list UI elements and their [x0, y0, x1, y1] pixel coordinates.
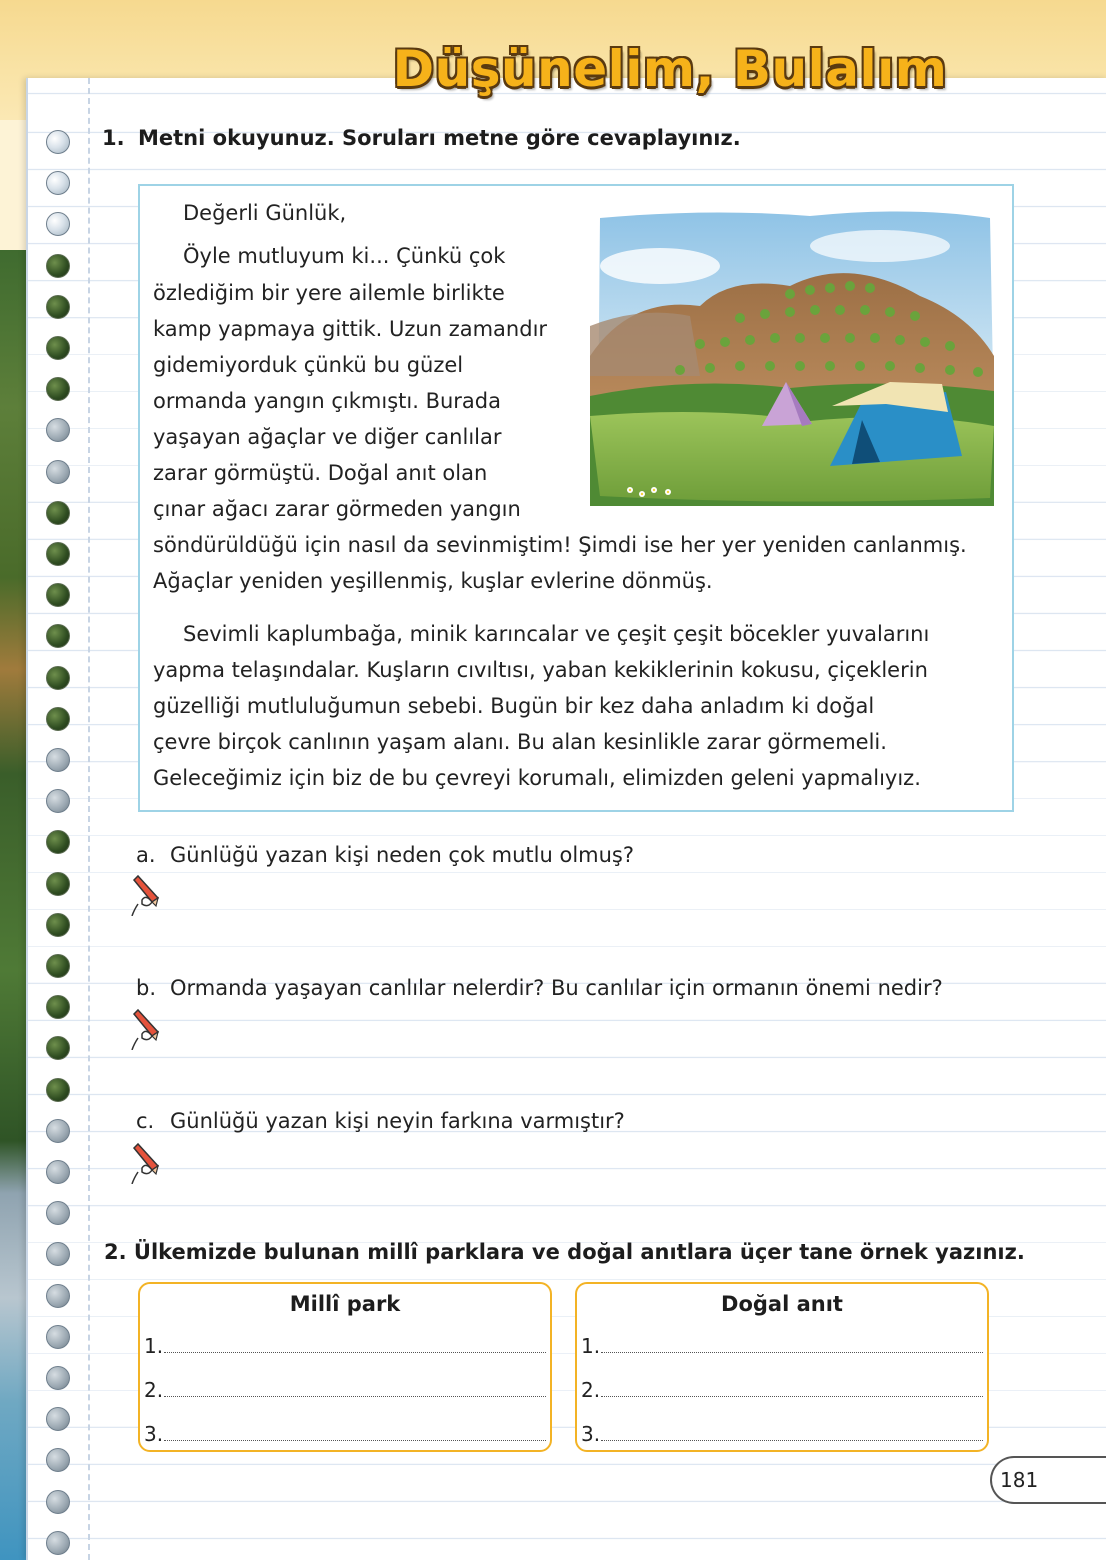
- box-title: Doğal anıt: [721, 1292, 843, 1316]
- question-number: 1.: [102, 126, 125, 150]
- spiral-ring: [46, 624, 70, 648]
- natural-monument-box: [575, 1282, 989, 1452]
- spiral-ring: [46, 1242, 70, 1266]
- spiral-ring: [46, 1078, 70, 1102]
- spiral-ring: [46, 1160, 70, 1184]
- spiral-ring: [46, 954, 70, 978]
- spiral-ring: [46, 212, 70, 236]
- spiral-ring: [46, 1119, 70, 1143]
- spiral-ring: [46, 295, 70, 319]
- spiral-ring: [46, 1448, 70, 1472]
- spiral-ring: [46, 130, 70, 154]
- pencil-icon: [128, 1006, 164, 1050]
- row-number: 3.: [581, 1422, 601, 1446]
- spiral-ring: [46, 1284, 70, 1308]
- spiral-ring: [46, 501, 70, 525]
- box-title: Millî park: [289, 1292, 401, 1316]
- row-number: 1.: [144, 1334, 164, 1358]
- spiral-ring: [46, 336, 70, 360]
- row-number: 2.: [581, 1378, 601, 1402]
- passage-line: güzelliği mutluluğumun sebebi. Bugün bir kez daha anladım ki doğal: [153, 694, 875, 718]
- spiral-ring: [46, 377, 70, 401]
- sub-question-b: [136, 976, 943, 1000]
- answer-line-3[interactable]: [601, 1440, 983, 1441]
- sub-question-text: Günlüğü yazan kişi neyin farkına varmıştır?: [170, 1109, 625, 1133]
- question-2-heading: 2. Ülkemizde bulunan millî parklara ve doğal anıtlara üçer tane örnek yazınız.: [104, 1240, 1025, 1264]
- passage-line: Geleceğimiz için biz de bu çevreyi korumalı, elimizden geleni yapmalıyız.: [153, 766, 921, 790]
- question-text: Metni okuyunuz. Soruları metne göre cevaplayınız.: [138, 126, 741, 150]
- sub-question-c: [136, 1109, 625, 1133]
- passage-line: kamp yapmaya gittik. Uzun zamandır: [153, 317, 548, 341]
- sub-question-letter: b.: [136, 976, 157, 1000]
- passage-line: zarar görmüştü. Doğal anıt olan: [153, 461, 488, 485]
- row-number: 1.: [581, 1334, 601, 1358]
- passage-line: çınar ağacı zarar görmeden yangın: [153, 497, 521, 521]
- passage-line: çevre birçok canlının yaşam alanı. Bu alan kesinlikle zarar görmemeli.: [153, 730, 887, 754]
- question-1-heading: [102, 126, 741, 150]
- camping-illustration: [590, 206, 998, 506]
- passage-line: Öyle mutluyum ki... Çünkü çok: [183, 244, 506, 268]
- spiral-ring: [46, 748, 70, 772]
- national-park-box: [138, 1282, 552, 1452]
- row-number: 2.: [144, 1378, 164, 1402]
- spiral-ring: [46, 1201, 70, 1225]
- answer-line-2[interactable]: [164, 1396, 546, 1397]
- sub-question-letter: a.: [136, 843, 156, 867]
- spiral-ring: [46, 460, 70, 484]
- spiral-ring: [46, 1366, 70, 1390]
- row-number: 3.: [144, 1422, 164, 1446]
- answer-line-2[interactable]: [601, 1396, 983, 1397]
- passage-line: Değerli Günlük,: [183, 201, 347, 225]
- sub-question-letter: c.: [136, 1109, 155, 1133]
- spiral-ring: [46, 171, 70, 195]
- pencil-icon: [128, 872, 164, 916]
- spiral-ring: [46, 789, 70, 813]
- spiral-ring: [46, 666, 70, 690]
- answer-line-3[interactable]: [164, 1440, 546, 1441]
- spiral-ring: [46, 254, 70, 278]
- spiral-ring: [46, 1325, 70, 1349]
- passage-line: yaşayan ağaçlar ve diğer canlılar: [153, 425, 502, 449]
- sub-question-a: [136, 843, 634, 867]
- spiral-ring: [46, 872, 70, 896]
- spiral-ring: [46, 913, 70, 937]
- spiral-ring: [46, 1531, 70, 1555]
- passage-line: gidemiyorduk çünkü bu güzel: [153, 353, 464, 377]
- passage-line: söndürüldüğü için nasıl da sevinmiştim! Şimdi ise her yer yeniden canlanmış.: [153, 533, 967, 557]
- spiral-ring: [46, 995, 70, 1019]
- passage-line: yapma telaşındalar. Kuşların cıvıltısı, yaban kekiklerinin kokusu, çiçeklerin: [153, 658, 928, 682]
- spiral-ring: [46, 707, 70, 731]
- margin-line: [88, 78, 90, 1560]
- spiral-ring: [46, 1036, 70, 1060]
- spiral-ring: [46, 1407, 70, 1431]
- page-number: 181: [1000, 1468, 1039, 1492]
- passage-line: ormanda yangın çıkmıştı. Burada: [153, 389, 501, 413]
- spiral-ring: [46, 418, 70, 442]
- passage-line: Sevimli kaplumbağa, minik karıncalar ve çeşit çeşit böcekler yuvalarını: [183, 622, 930, 646]
- spiral-ring: [46, 542, 70, 566]
- pencil-icon: [128, 1140, 164, 1184]
- sub-question-text: Ormanda yaşayan canlılar nelerdir? Bu canlılar için ormanın önemi nedir?: [170, 976, 943, 1000]
- spiral-ring: [46, 583, 70, 607]
- answer-line-1[interactable]: [164, 1352, 546, 1353]
- passage-line: Ağaçlar yeniden yeşillenmiş, kuşlar evlerine dönmüş.: [153, 569, 713, 593]
- passage-line: özlediğim bir yere ailemle birlikte: [153, 281, 505, 305]
- spiral-ring: [46, 1490, 70, 1514]
- sub-question-text: Günlüğü yazan kişi neden çok mutlu olmuş?: [170, 843, 635, 867]
- spiral-ring: [46, 830, 70, 854]
- page-title: Düşünelim, Bulalım: [392, 40, 948, 98]
- answer-line-1[interactable]: [601, 1352, 983, 1353]
